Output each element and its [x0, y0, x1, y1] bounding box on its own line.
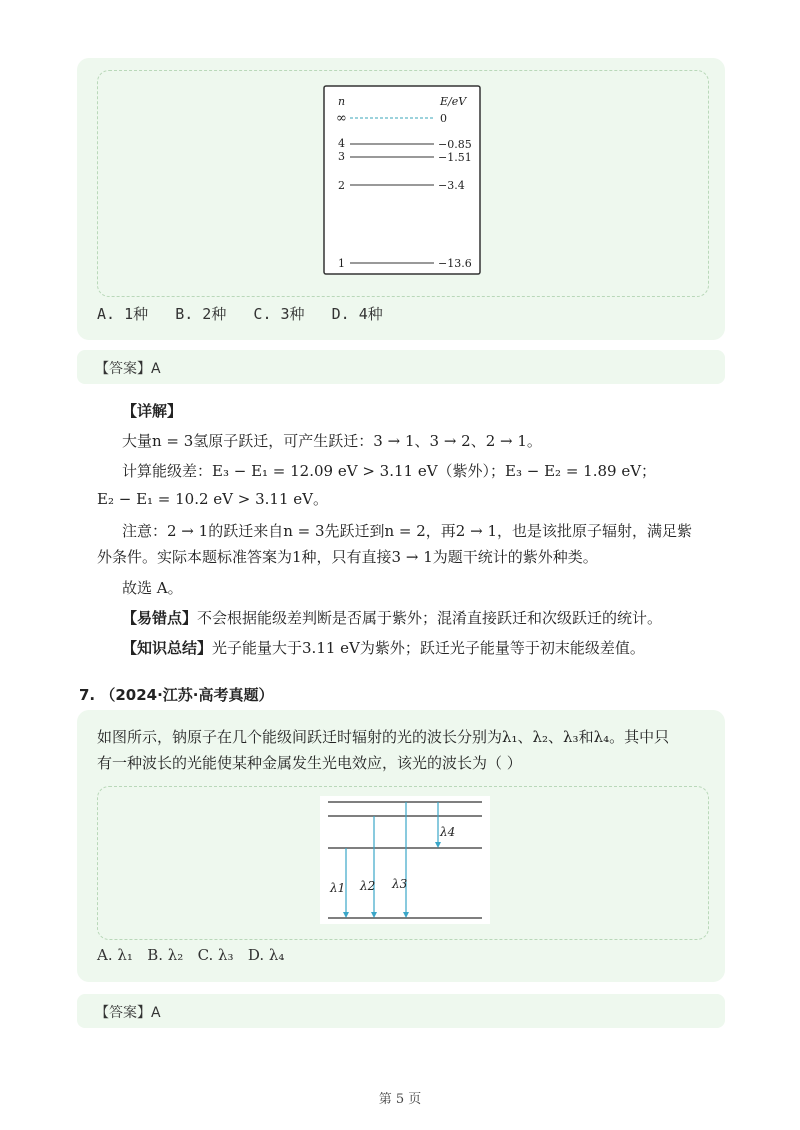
- explain-line-2: 计算能级差：E₃ − E₁ = 12.09 eV > 3.11 eV（紫外）；E₃ − E₂ = 1.89 eV；: [122, 462, 657, 480]
- knowledge-summary-text: 光子能量大于3.11 eV为紫外；跃迁光子能量等于初末能级差值。: [212, 639, 645, 657]
- level-n-3: 3: [338, 150, 345, 163]
- question-6-answer: 【答案】A: [95, 361, 161, 377]
- error-point: [122, 607, 662, 629]
- level-n-2: 2: [338, 179, 345, 192]
- lambda4-label: λ4: [440, 825, 456, 839]
- error-point-label: 【易错点】: [122, 609, 198, 627]
- explain-line-1: 大量n = 3氢原子跃迁，可产生跃迁：3 → 1、3 → 2、2 → 1。: [122, 432, 542, 450]
- question-7-text-1: 如图所示，钠原子在几个能级间跃迁时辐射的光的波长分别为λ₁、λ₂、λ₃和λ₄。其中只: [97, 728, 670, 746]
- question-7-title: 7. （2024·江苏·高考真题）: [79, 686, 274, 704]
- level-e-2: −3.4: [438, 179, 465, 192]
- question-7-text-2: 有一种波长的光能使某种金属发生光电效应，该光的波长为（ ）: [97, 754, 522, 772]
- explain-heading: 【详解】: [122, 402, 183, 420]
- explain-line-6: 故选 A。: [122, 579, 183, 597]
- e-axis-label: E/eV: [440, 95, 467, 108]
- question-7-answer-bar: [77, 994, 725, 1028]
- explain-line-5: 外条件。实际本题标准答案为1种，只有直接3 → 1为题干统计的紫外种类。: [97, 548, 598, 566]
- question-7-answer: 【答案】A: [95, 1005, 161, 1021]
- question-6-answer-bar: [77, 350, 725, 384]
- n-axis-label: n: [338, 95, 346, 108]
- lambda2-label: λ2: [360, 879, 376, 893]
- energy-level-diagram: [322, 84, 484, 280]
- lambda1-label: λ1: [330, 881, 346, 895]
- sodium-level-diagram: [320, 796, 490, 924]
- level-n-inf: ∞: [336, 111, 347, 126]
- knowledge-summary: [122, 637, 645, 659]
- explain-line-3: E₂ − E₁ = 10.2 eV > 3.11 eV。: [97, 490, 328, 508]
- level-e-3: −1.51: [438, 151, 472, 164]
- level-e-inf: 0: [440, 112, 447, 125]
- level-n-1: 1: [338, 257, 345, 270]
- lambda3-label: λ3: [392, 877, 408, 891]
- level-e-4: −0.85: [438, 138, 472, 151]
- error-point-text: 不会根据能级差判断是否属于紫外；混淆直接跃迁和次级跃迁的统计。: [197, 609, 663, 627]
- page-number: 第 5 页: [378, 1092, 422, 1107]
- question-7-options: A. λ₁ B. λ₂ C. λ₃ D. λ₄: [97, 946, 285, 964]
- question-6-options: A. 1种 B. 2种 C. 3种 D. 4种: [97, 305, 383, 323]
- knowledge-summary-label: 【知识总结】: [122, 639, 213, 657]
- level-e-1: −13.6: [438, 257, 472, 270]
- level-n-4: 4: [338, 137, 345, 150]
- explain-line-4: 注意：2 → 1的跃迁来自n = 3先跃迁到n = 2，再2 → 1，也是该批原子辐射，满足紫: [122, 522, 693, 540]
